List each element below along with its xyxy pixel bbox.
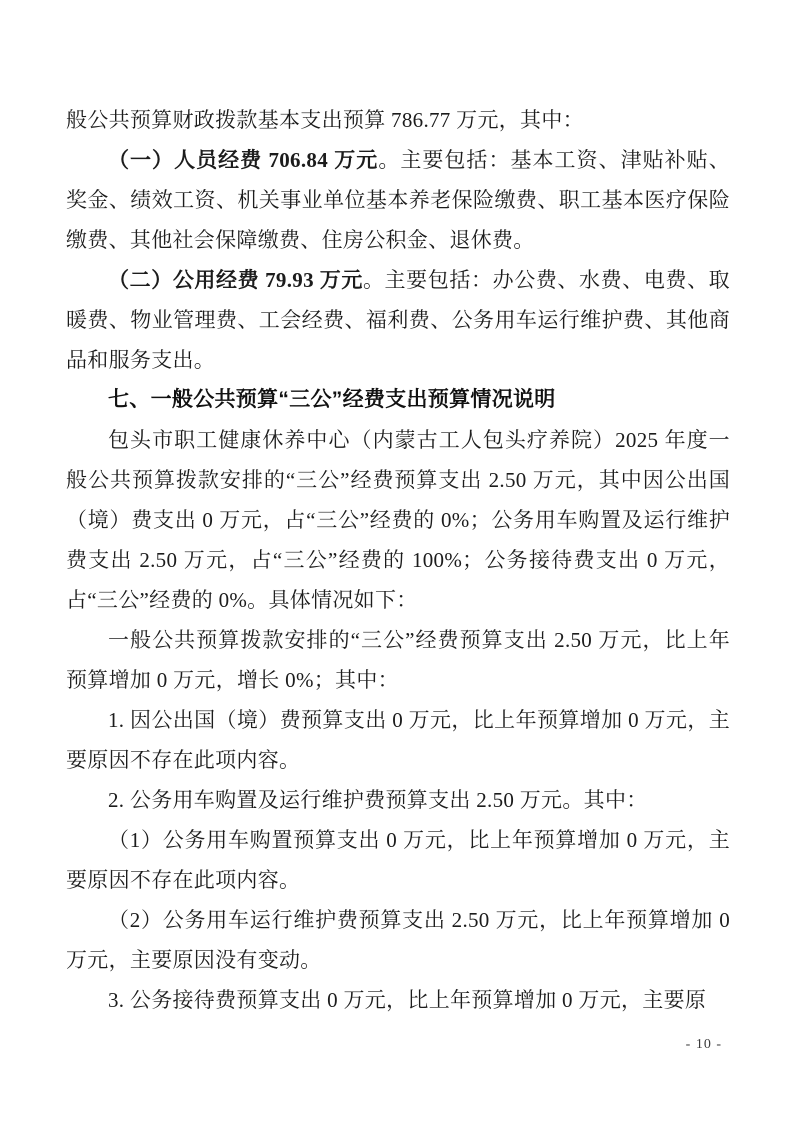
section-heading-three-public: 七、一般公共预算“三公”经费支出预算情况说明 [108, 388, 556, 411]
paragraph-three-public-overview [66, 420, 730, 620]
paragraph-text: （1）公务用车购置预算支出 0 万元，比上年预算增加 0 万元，主要原因不存在此项内容。 [66, 828, 730, 892]
paragraph-item-2-1-vehicle-purchase [66, 820, 730, 900]
paragraph-item-2-vehicle-fee [66, 780, 730, 820]
paragraph-text: 3. 公务接待费预算支出 0 万元，比上年预算增加 0 万元，主要原 [108, 988, 707, 1012]
paragraph-text: 般公共预算财政拨款基本支出预算 786.77 万元，其中： [66, 108, 584, 132]
public-expense-amount-bold: （二）公用经费 79.93 万元 [108, 268, 363, 292]
paragraph-item-1-abroad-fee [66, 700, 730, 780]
paragraph-basic-expenditure-continuation [66, 100, 730, 140]
paragraph-text: （2）公务用车运行维护费预算支出 2.50 万元，比上年预算增加 0 万元，主要原因没有变动。 [66, 908, 730, 972]
paragraph-public-expense [66, 260, 730, 380]
document-body [66, 100, 730, 1020]
paragraph-three-public-total [66, 620, 730, 700]
page-number: - 10 - [685, 1037, 722, 1052]
paragraph-text: 。主要包括：办公费、水费、电费、取暖费、物业管理费、工会经费、福利费、公务用车运行维护费、其他商品和服务支出。 [66, 268, 730, 372]
paragraph-text: 包头市职工健康休养中心（内蒙古工人包头疗养院）2025 年度一般公共预算拨款安排的“三公”经费预算支出 2.50 万元，其中因公出国（境）费支出 0 万元，占“三公”经费的 0%；公务用车购置及运行维护费支出 2.50 万元，占“三公”经费的 100%；公务接待费支出 0 万元，占“三公”经费的 0%。具体情况如下： [66, 428, 730, 612]
paragraph-text: 1. 因公出国（境）费预算支出 0 万元，比上年预算增加 0 万元，主要原因不存在此项内容。 [66, 708, 730, 772]
paragraph-item-2-2-vehicle-maintenance [66, 900, 730, 980]
personnel-expense-amount-bold: （一）人员经费 706.84 万元 [108, 148, 379, 172]
paragraph-text: 。主要包括：基本工资、津贴补贴、奖金、绩效工资、机关事业单位基本养老保险缴费、职工基本医疗保险缴费、其他社会保障缴费、住房公积金、退休费。 [66, 148, 730, 252]
paragraph-item-3-reception-fee [66, 980, 730, 1020]
paragraph-personnel-expense [66, 140, 730, 260]
paragraph-text: 一般公共预算拨款安排的“三公”经费预算支出 2.50 万元，比上年预算增加 0 万元，增长 0%；其中： [66, 628, 730, 692]
paragraph-text: 2. 公务用车购置及运行维护费预算支出 2.50 万元。其中： [108, 788, 648, 812]
